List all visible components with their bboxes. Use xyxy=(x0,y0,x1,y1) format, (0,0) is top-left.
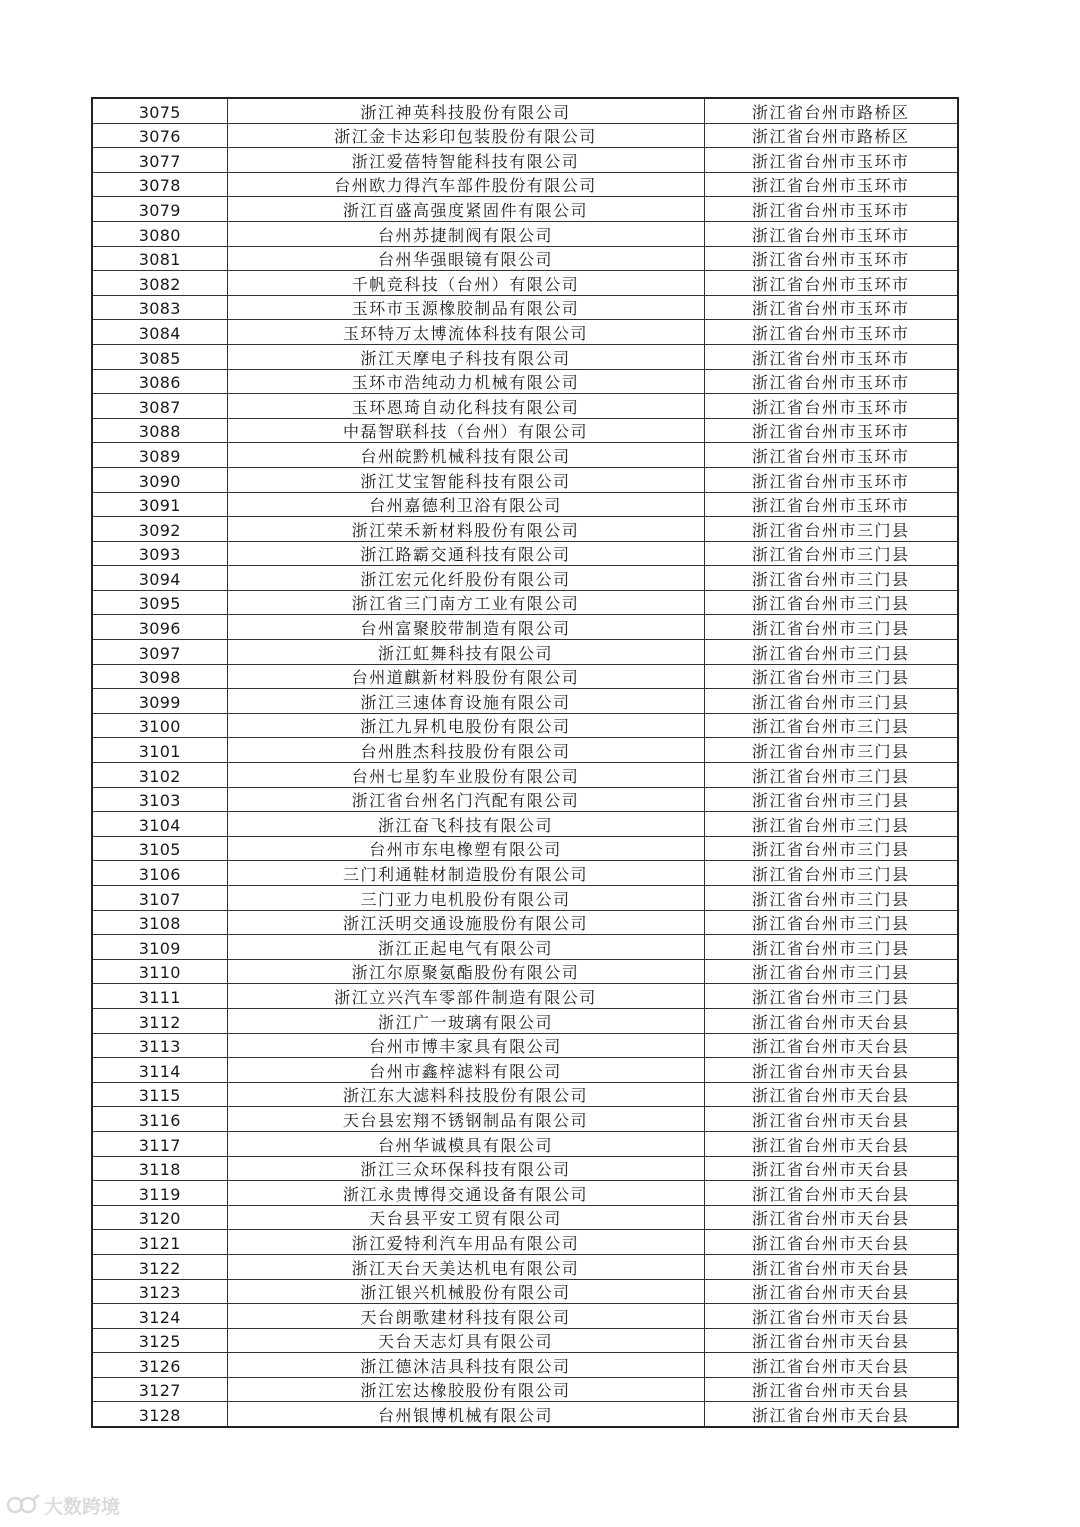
company-name: 台州欧力得汽车部件股份有限公司 xyxy=(227,172,704,197)
row-number: 3109 xyxy=(92,935,227,960)
table-row xyxy=(92,467,958,492)
row-number: 3094 xyxy=(92,566,227,591)
company-location: 浙江省台州市三门县 xyxy=(704,689,958,714)
company-name: 台州市鑫梓滤料有限公司 xyxy=(227,1058,704,1083)
row-number: 3097 xyxy=(92,640,227,665)
company-location: 浙江省台州市三门县 xyxy=(704,713,958,738)
company-location: 浙江省台州市天台县 xyxy=(704,1058,958,1083)
watermark-text: 大数跨境 xyxy=(44,1495,121,1518)
table-row xyxy=(92,1377,958,1402)
row-number: 3121 xyxy=(92,1230,227,1255)
row-number: 3078 xyxy=(92,172,227,197)
company-name: 天台县平安工贸有限公司 xyxy=(227,1205,704,1230)
table-row xyxy=(92,221,958,246)
row-number: 3128 xyxy=(92,1402,227,1427)
table-row xyxy=(92,1058,958,1083)
company-location: 浙江省台州市玉环市 xyxy=(704,246,958,271)
company-location: 浙江省台州市天台县 xyxy=(704,1033,958,1058)
company-name: 浙江金卡达彩印包装股份有限公司 xyxy=(227,123,704,148)
row-number: 3114 xyxy=(92,1058,227,1083)
table-row xyxy=(92,172,958,197)
row-number: 3122 xyxy=(92,1254,227,1279)
table-row xyxy=(92,738,958,763)
table-row xyxy=(92,664,958,689)
table-row xyxy=(92,713,958,738)
company-name: 玉环恩琦自动化科技有限公司 xyxy=(227,394,704,419)
table-row xyxy=(92,369,958,394)
company-name: 天台天志灯具有限公司 xyxy=(227,1328,704,1353)
row-number: 3082 xyxy=(92,271,227,296)
table-row xyxy=(92,1230,958,1255)
company-list-table-wrapper xyxy=(91,97,957,1428)
company-name: 三门亚力电机股份有限公司 xyxy=(227,886,704,911)
company-name: 玉环特万太博流体科技有限公司 xyxy=(227,320,704,345)
table-row xyxy=(92,246,958,271)
row-number: 3088 xyxy=(92,418,227,443)
company-location: 浙江省台州市天台县 xyxy=(704,1230,958,1255)
table-row xyxy=(92,1008,958,1033)
company-name: 台州皖黔机械科技有限公司 xyxy=(227,443,704,468)
row-number: 3110 xyxy=(92,959,227,984)
company-name: 台州道麒新材料股份有限公司 xyxy=(227,664,704,689)
company-name: 台州胜杰科技股份有限公司 xyxy=(227,738,704,763)
table-row xyxy=(92,1279,958,1304)
company-location: 浙江省台州市天台县 xyxy=(704,1328,958,1353)
table-row xyxy=(92,763,958,788)
table-row xyxy=(92,812,958,837)
company-location: 浙江省台州市三门县 xyxy=(704,910,958,935)
table-row xyxy=(92,1156,958,1181)
row-number: 3118 xyxy=(92,1156,227,1181)
row-number: 3113 xyxy=(92,1033,227,1058)
row-number: 3079 xyxy=(92,197,227,222)
brand-logo-icon xyxy=(6,1493,40,1517)
company-location: 浙江省台州市玉环市 xyxy=(704,394,958,419)
company-name: 浙江三速体育设施有限公司 xyxy=(227,689,704,714)
company-location: 浙江省台州市玉环市 xyxy=(704,492,958,517)
row-number: 3105 xyxy=(92,836,227,861)
company-location: 浙江省台州市玉环市 xyxy=(704,148,958,173)
company-location: 浙江省台州市天台县 xyxy=(704,1156,958,1181)
company-name: 台州富聚胶带制造有限公司 xyxy=(227,615,704,640)
company-name: 浙江省三门南方工业有限公司 xyxy=(227,590,704,615)
company-name: 台州华强眼镜有限公司 xyxy=(227,246,704,271)
company-location: 浙江省台州市路桥区 xyxy=(704,123,958,148)
row-number: 3119 xyxy=(92,1181,227,1206)
company-location: 浙江省台州市天台县 xyxy=(704,1205,958,1230)
company-name: 浙江三众环保科技有限公司 xyxy=(227,1156,704,1181)
company-name: 浙江正起电气有限公司 xyxy=(227,935,704,960)
company-location: 浙江省台州市天台县 xyxy=(704,1279,958,1304)
table-row xyxy=(92,1131,958,1156)
company-location: 浙江省台州市天台县 xyxy=(704,1107,958,1132)
company-name: 台州嘉德利卫浴有限公司 xyxy=(227,492,704,517)
table-row xyxy=(92,590,958,615)
company-name: 浙江宏达橡胶股份有限公司 xyxy=(227,1377,704,1402)
company-location: 浙江省台州市玉环市 xyxy=(704,344,958,369)
table-row xyxy=(92,1107,958,1132)
table-row xyxy=(92,1353,958,1378)
company-name: 玉环市玉源橡胶制品有限公司 xyxy=(227,295,704,320)
company-location: 浙江省台州市三门县 xyxy=(704,984,958,1009)
table-row xyxy=(92,984,958,1009)
table-row xyxy=(92,640,958,665)
company-location: 浙江省台州市三门县 xyxy=(704,615,958,640)
company-location: 浙江省台州市三门县 xyxy=(704,763,958,788)
table-row xyxy=(92,787,958,812)
company-name: 浙江百盛高强度紧固件有限公司 xyxy=(227,197,704,222)
row-number: 3091 xyxy=(92,492,227,517)
company-location: 浙江省台州市玉环市 xyxy=(704,221,958,246)
company-name: 浙江立兴汽车零部件制造有限公司 xyxy=(227,984,704,1009)
table-row xyxy=(92,492,958,517)
company-name: 浙江九昇机电股份有限公司 xyxy=(227,713,704,738)
row-number: 3098 xyxy=(92,664,227,689)
company-name: 浙江宏元化纤股份有限公司 xyxy=(227,566,704,591)
company-name: 浙江沃明交通设施股份有限公司 xyxy=(227,910,704,935)
company-location: 浙江省台州市玉环市 xyxy=(704,271,958,296)
table-row xyxy=(92,418,958,443)
row-number: 3083 xyxy=(92,295,227,320)
company-name: 浙江德沐洁具科技有限公司 xyxy=(227,1353,704,1378)
company-location: 浙江省台州市三门县 xyxy=(704,787,958,812)
table-row xyxy=(92,1033,958,1058)
table-row xyxy=(92,541,958,566)
company-name: 三门利通鞋材制造股份有限公司 xyxy=(227,861,704,886)
table-row xyxy=(92,886,958,911)
row-number: 3099 xyxy=(92,689,227,714)
row-number: 3075 xyxy=(92,98,227,123)
company-location: 浙江省台州市路桥区 xyxy=(704,98,958,123)
table-row xyxy=(92,566,958,591)
row-number: 3101 xyxy=(92,738,227,763)
company-location: 浙江省台州市玉环市 xyxy=(704,197,958,222)
company-location: 浙江省台州市天台县 xyxy=(704,1008,958,1033)
table-row xyxy=(92,836,958,861)
company-location: 浙江省台州市三门县 xyxy=(704,517,958,542)
company-location: 浙江省台州市玉环市 xyxy=(704,320,958,345)
company-location: 浙江省台州市三门县 xyxy=(704,836,958,861)
company-name: 天台朗歌建材科技有限公司 xyxy=(227,1304,704,1329)
company-name: 浙江奋飞科技有限公司 xyxy=(227,812,704,837)
row-number: 3087 xyxy=(92,394,227,419)
table-row xyxy=(92,1082,958,1107)
company-location: 浙江省台州市玉环市 xyxy=(704,443,958,468)
row-number: 3106 xyxy=(92,861,227,886)
row-number: 3116 xyxy=(92,1107,227,1132)
row-number: 3107 xyxy=(92,886,227,911)
company-location: 浙江省台州市三门县 xyxy=(704,861,958,886)
company-location: 浙江省台州市三门县 xyxy=(704,935,958,960)
row-number: 3080 xyxy=(92,221,227,246)
company-name: 浙江艾宝智能科技有限公司 xyxy=(227,467,704,492)
company-name: 浙江省台州名门汽配有限公司 xyxy=(227,787,704,812)
table-row xyxy=(92,1304,958,1329)
row-number: 3127 xyxy=(92,1377,227,1402)
row-number: 3100 xyxy=(92,713,227,738)
company-name: 浙江银兴机械股份有限公司 xyxy=(227,1279,704,1304)
company-location: 浙江省台州市三门县 xyxy=(704,566,958,591)
company-name: 浙江荣禾新材料股份有限公司 xyxy=(227,517,704,542)
company-location: 浙江省台州市玉环市 xyxy=(704,295,958,320)
company-location: 浙江省台州市玉环市 xyxy=(704,418,958,443)
row-number: 3112 xyxy=(92,1008,227,1033)
row-number: 3090 xyxy=(92,467,227,492)
table-row xyxy=(92,1205,958,1230)
company-location: 浙江省台州市三门县 xyxy=(704,738,958,763)
company-name: 台州华诚模具有限公司 xyxy=(227,1131,704,1156)
company-location: 浙江省台州市天台县 xyxy=(704,1304,958,1329)
company-name: 浙江广一玻璃有限公司 xyxy=(227,1008,704,1033)
company-name: 浙江神英科技股份有限公司 xyxy=(227,98,704,123)
company-name: 台州市博丰家具有限公司 xyxy=(227,1033,704,1058)
row-number: 3115 xyxy=(92,1082,227,1107)
table-row xyxy=(92,1328,958,1353)
table-row xyxy=(92,197,958,222)
company-name: 台州市东电橡塑有限公司 xyxy=(227,836,704,861)
company-name: 千帆竞科技（台州）有限公司 xyxy=(227,271,704,296)
table-row xyxy=(92,935,958,960)
row-number: 3108 xyxy=(92,910,227,935)
table-row xyxy=(92,320,958,345)
company-location: 浙江省台州市三门县 xyxy=(704,590,958,615)
company-name: 台州银博机械有限公司 xyxy=(227,1402,704,1427)
company-name: 浙江虹舞科技有限公司 xyxy=(227,640,704,665)
table-row xyxy=(92,1402,958,1427)
table-row xyxy=(92,148,958,173)
row-number: 3084 xyxy=(92,320,227,345)
company-name: 浙江东大滤料科技股份有限公司 xyxy=(227,1082,704,1107)
table-row xyxy=(92,959,958,984)
table-row xyxy=(92,517,958,542)
row-number: 3085 xyxy=(92,344,227,369)
company-location: 浙江省台州市三门县 xyxy=(704,640,958,665)
row-number: 3111 xyxy=(92,984,227,1009)
table-row xyxy=(92,689,958,714)
table-row xyxy=(92,123,958,148)
row-number: 3125 xyxy=(92,1328,227,1353)
row-number: 3081 xyxy=(92,246,227,271)
company-name: 中磊智联科技（台州）有限公司 xyxy=(227,418,704,443)
table-row xyxy=(92,443,958,468)
company-location: 浙江省台州市三门县 xyxy=(704,812,958,837)
table-row xyxy=(92,344,958,369)
row-number: 3102 xyxy=(92,763,227,788)
table-row xyxy=(92,394,958,419)
company-location: 浙江省台州市玉环市 xyxy=(704,467,958,492)
company-location: 浙江省台州市天台县 xyxy=(704,1254,958,1279)
row-number: 3077 xyxy=(92,148,227,173)
company-name: 台州七星豹车业股份有限公司 xyxy=(227,763,704,788)
row-number: 3126 xyxy=(92,1353,227,1378)
company-location: 浙江省台州市天台县 xyxy=(704,1353,958,1378)
row-number: 3093 xyxy=(92,541,227,566)
row-number: 3123 xyxy=(92,1279,227,1304)
company-list-table xyxy=(91,97,959,1428)
row-number: 3086 xyxy=(92,369,227,394)
company-list-body xyxy=(92,98,958,1427)
company-name: 浙江永贵博得交通设备有限公司 xyxy=(227,1181,704,1206)
company-name: 台州苏捷制阀有限公司 xyxy=(227,221,704,246)
company-location: 浙江省台州市三门县 xyxy=(704,664,958,689)
row-number: 3117 xyxy=(92,1131,227,1156)
table-row xyxy=(92,295,958,320)
company-name: 天台县宏翔不锈钢制品有限公司 xyxy=(227,1107,704,1132)
company-location: 浙江省台州市天台县 xyxy=(704,1377,958,1402)
company-location: 浙江省台州市玉环市 xyxy=(704,172,958,197)
table-row xyxy=(92,98,958,123)
row-number: 3089 xyxy=(92,443,227,468)
row-number: 3095 xyxy=(92,590,227,615)
company-location: 浙江省台州市天台县 xyxy=(704,1402,958,1427)
row-number: 3076 xyxy=(92,123,227,148)
company-location: 浙江省台州市天台县 xyxy=(704,1131,958,1156)
row-number: 3096 xyxy=(92,615,227,640)
row-number: 3120 xyxy=(92,1205,227,1230)
company-location: 浙江省台州市玉环市 xyxy=(704,369,958,394)
row-number: 3124 xyxy=(92,1304,227,1329)
company-location: 浙江省台州市三门县 xyxy=(704,959,958,984)
company-location: 浙江省台州市天台县 xyxy=(704,1181,958,1206)
table-row xyxy=(92,910,958,935)
company-name: 浙江路霸交通科技有限公司 xyxy=(227,541,704,566)
table-row xyxy=(92,1254,958,1279)
company-name: 浙江爱特利汽车用品有限公司 xyxy=(227,1230,704,1255)
row-number: 3092 xyxy=(92,517,227,542)
row-number: 3104 xyxy=(92,812,227,837)
table-row xyxy=(92,1181,958,1206)
company-name: 浙江天摩电子科技有限公司 xyxy=(227,344,704,369)
watermark xyxy=(6,1490,120,1520)
company-location: 浙江省台州市三门县 xyxy=(704,541,958,566)
company-name: 浙江天台天美达机电有限公司 xyxy=(227,1254,704,1279)
company-location: 浙江省台州市三门县 xyxy=(704,886,958,911)
company-location: 浙江省台州市天台县 xyxy=(704,1082,958,1107)
table-row xyxy=(92,615,958,640)
company-name: 浙江爱蓓特智能科技有限公司 xyxy=(227,148,704,173)
row-number: 3103 xyxy=(92,787,227,812)
company-name: 浙江尔原聚氨酯股份有限公司 xyxy=(227,959,704,984)
table-row xyxy=(92,861,958,886)
company-name: 玉环市浩纯动力机械有限公司 xyxy=(227,369,704,394)
table-row xyxy=(92,271,958,296)
